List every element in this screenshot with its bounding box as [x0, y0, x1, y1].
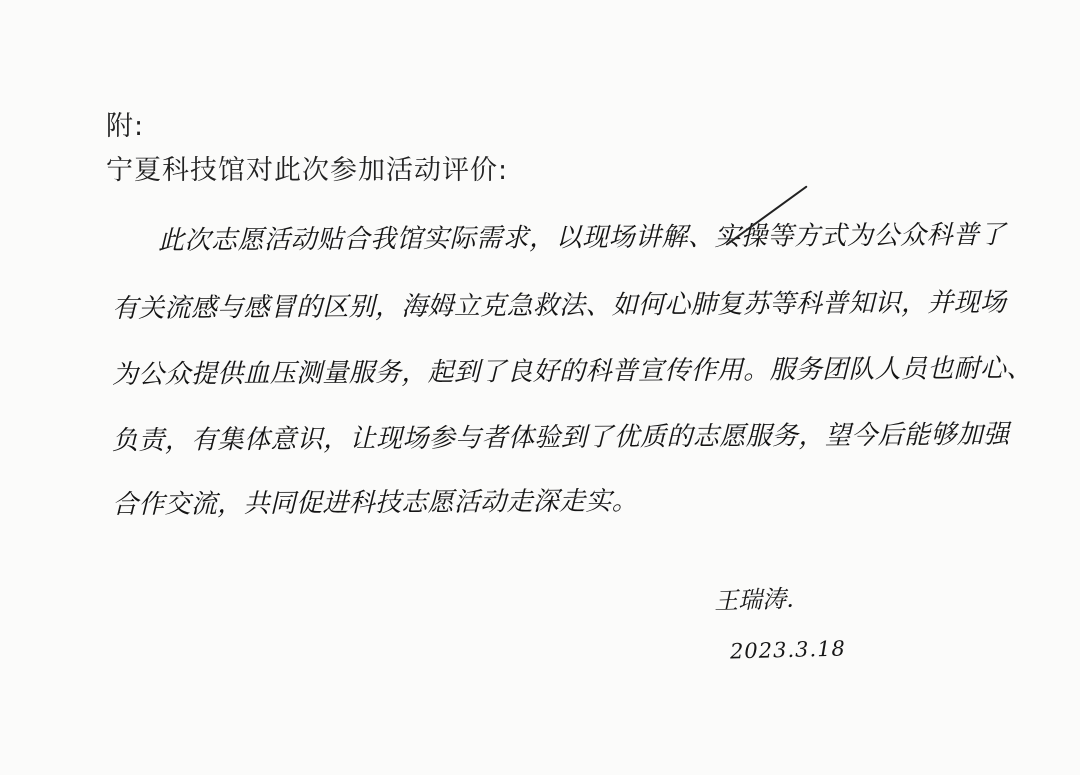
- evaluation-line: 负责，有集体意识，让现场参与者体验到了优质的志愿服务，望今后能够加强: [111, 419, 1010, 456]
- evaluation-line: 合作交流，共同促进科技志愿活动走深走实。: [111, 486, 639, 520]
- handwritten-signature: 王瑞涛.: [713, 584, 795, 616]
- signature-date: 2023.3.18: [729, 636, 847, 664]
- attachment-label: 附:: [106, 111, 145, 142]
- evaluation-line: 此次志愿活动贴合我馆实际需求，以现场讲解、实操等方式为公众科普了: [157, 220, 1007, 256]
- evaluation-line: 为公众提供血压测量服务，起到了良好的科普宣传作用。服务团队人员也耐心、: [111, 353, 1033, 390]
- evaluation-title: 宁夏科技馆对此次参加活动评价:: [106, 155, 509, 186]
- evaluation-line: 有关流感与感冒的区别，海姆立克急救法、如何心肺复苏等科普知识，并现场: [111, 287, 1007, 324]
